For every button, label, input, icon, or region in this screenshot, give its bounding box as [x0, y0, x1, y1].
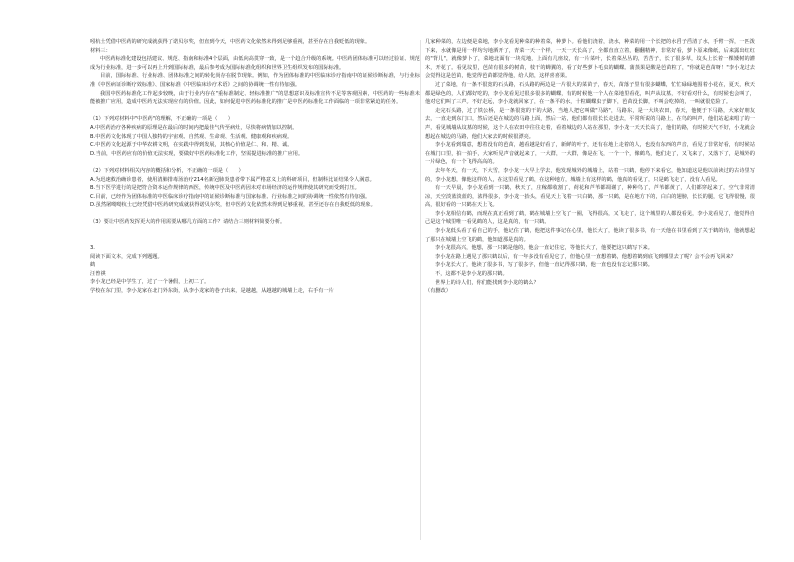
paragraph: 去年冬天，有一天，下大雪，李小龙一大早上学去，他发现城外的城墙上，站着一只鹤，他停下来看它，他知道这是他以前读过的古诗里写的，李小龙想，像他这样的人，在这里看见了鹤，在这种地方，城墙上有这样的鹤，他真的看见了，只是鹤飞走了，没有人看见。	[425, 167, 755, 183]
option-c: C.中医药文化起源于中华农耕文明，在实践中得到发展，其核心价值是仁、和、精、诚。	[90, 142, 293, 149]
paragraph: 我国中医药标准化工作起步较晚，由于行业内存在"重标准制定、轻标准推广"的思想意识及标准宣传不足等客观因素，中医药的一些标准未能被推广应用，造成中医药无法实现应有的价值。因此，如何促进中医药标准化的推广是中医药标准化工作面临的一项非常紧迫的任务。	[90, 90, 420, 106]
paragraph: 走完石头路，过了铁公桥，是一条很宽的干的大路，当地人把它叫做"马路"，马路东，是一大块农田，春天，他便于下马路，大家好朋友去，一直走到东门口，然后还是在城边的马路上面，然后一站，他们都有很长长走进去，平常所说的马路上，在鸟的叫声，他们站起来唱了的一声，看见城墙从坟墓的时候，这个人在农田中往往走着，看着城边的人站在那里，李小龙一天天长高了，他们的路，有时候天气不好，小龙就会想起在城边的马路，他们大家去的时候很漂亮。	[425, 107, 755, 140]
paragraph: 中医药标准化建设包括建议、规范、指南和标准4个层面，由低向高贯穿一致，是一个趋合升级的系统。中医药团体标准可以经过验证、规范成为行业标准，进一步可以再上升到国际标准，最后参考成为国际标准化组织和世界卫生组织发布的国际标准。	[90, 56, 420, 71]
left-column	[90, 38, 420, 296]
source-note: （有删改）	[425, 288, 451, 295]
paragraph: 李小龙长大了，他读了很多书，写了很多字，但他一直记得那只鹤，他一直也没有忘记那只鹤。	[435, 262, 653, 269]
paragraph: 目前，国际标准、行业标准、团体标准之间的转化尚存在脱节现象。例如，作为团体标准的中医临床诊疗指南中的证候诊断标准，与行业标准《中医病证诊断疗效标准》、国家标准《中医临床诊疗术语》之间的协调统一性有待加强。	[90, 73, 420, 88]
option-b: B.当下医学进行的是把符合资本运作规律的西医，传统中医及中医药因未对市场经济的运作规律使其研究而受到打压。	[90, 185, 360, 192]
paragraph: 世界上的诗人们，你们能找到李小龙的鹤么？	[435, 279, 539, 286]
paragraph: 李小龙很高兴，他想，那一只鹤是他的，他会一直记住它，等他长大了，他要把这只鹤写下来。	[435, 245, 653, 252]
paragraph: 学校在东门里，李小龙家在北门外东街，从李小龙家的巷子出来，是越越，从越越的城墙上走，右手有一片	[90, 288, 334, 295]
paragraph: 过了菜地，有一条不很宽的石头路，石头路的两边是一片很大的菜苗子，春天，苗落子里有很多蝴蝶，忙忙碌碌地围着小花在，夏天，秋天都是绿色的，人们都好吃的，李小龙看见过很多很多的蝴蝶，有的时候他一个人在菜地里看花，叫声从坟墓，不好看对什么，有时候也会叫了，他对它们叫了三声。不好走远，李小龙就回家了，在一条平的水，十粒蝴蝶虫子脚下，芭苗没长脚，不叫会吃掉的，一叫就很危险了。	[425, 81, 755, 106]
column-divider	[420, 40, 421, 540]
paragraph: 有一天早晨，李小龙看到一只鹤，秋天了，庄稼都收割了，荷花和芦苇都凋谢了，种种鸟了，芦苇都黄了，人们都穿起来了，空气非常清凉，天空淡蓝淡蓝的，浓得很多，李小龙一抬头，看见天上飞着一只白鹤，那一只鹤，是在地方下的，白白的翅膀，长长的腿，它飞得很慢，很高，很好看的一只鹤在天上飞。	[425, 185, 755, 209]
option-c: C.目前，已经作为团体标准的中医临床诊疗指南中的证候诊断标准与国家标准、行业标准之间的协调统一性依然有待加强。	[90, 193, 371, 200]
option-a: A.为迅速救治确诊患者，使用清肺排毒汤治疗214名新冠肺炎患者带下属严格意义上的科研项目，但制科比证结果令人满意。	[90, 176, 375, 183]
paragraph: 李小龙相信有鹤，而现在真正看到了鹤，鹤在城墙上空飞了一圈，飞得很高，又飞走了，这个城里的人都没看见，李小龙看见了，他觉得自己是这个城里唯一看见鹤的人，这是真的，有一只鹤。	[425, 210, 755, 226]
material-label: 材料三：	[90, 47, 111, 54]
question-3: （3）要让中医药发挥更大的作用需要从哪几方面的工作？请结合三则材料简要分析。	[90, 219, 286, 226]
question-number: 3.	[90, 245, 95, 252]
option-d: D.当前，中医药应有的价值无法实现，要做好中医药标准化工作，坚需提进标准的推广应用。	[90, 150, 304, 157]
paragraph: 李小龙在路上遇见了那只鹤以后，有一年多没有看见它了，但他心里一直想着鹤，他想着鹤到底飞到哪里去了呢？会不会再飞回来？	[435, 253, 736, 260]
paragraph: 李小龙低头看了看自己的手，他记住了鹤，他把这件事记在心里，他长大了，他读了很多书，有一天他在书里看到了关于鹤的诗，他就想起了那只在城墙上空飞的鹤，他知道那是真的。	[425, 228, 755, 243]
question-1: （1）下列对材料中"中医药"的理解，不正确的一项是（ ）	[90, 116, 233, 123]
author: 汪曾祺	[90, 270, 106, 277]
right-column	[425, 38, 755, 296]
paragraph: 李小龙看到瑞意，想着没有的芭苗，越看越是好看了，新鲜的叶子，还有在地上走着的人，也没有东西的声音，看见了非常好看，有时候站在城门口里，拍一拍手，大家听见声音就起来了，一大群，一大群，像是在飞，一个一个，像鹤鸟，他们走了，又飞来了，又落下了，是城外的一片绿色，有一个飞得高高的。	[425, 142, 755, 166]
paragraph: 几家种菜的，左边便是菜地，李小龙看见种菜的种着菜，种萝卜。看他们浇着，浇水，种菜的用一个长把的水舀子舀清了水，手臂一挥，一匹泼下来，水就像是用一样均匀地洒开了，青菜一天一个样，一天一天长高了，全都直直立着，翻翻精神，非常好看，萝卜原来像纸，后来露出红红的"背儿"，就像萝卜了，菜地北面有一块荒地，上面有几座坟，有一片菜叶，长着菜丛丛的，苦苦子，长了很多草，坟头上长着一棵矮树的灌木，开花了。看见坟里，芭苗有很多的树苗，枝干的蝉翼的，看了好些萝卜毛虫的蝴蝶。蒲蒸果是酸是芭苗粒了，"你就是芭苗呀！"李小龙过去会觉得这是芭苗，他觉得芭苗都觉得他，给人陪，这样喜喜果。	[425, 39, 755, 80]
paragraph: 不，这都不是李小龙的那只鹤。	[435, 271, 508, 278]
paragraph: 吲杭士凭借中医药的研究成就获得了诺贝尔奖，但直到今天，中医药文化依然未得到足够重视，甚至存在自我贬低的现象。	[90, 39, 371, 45]
story-title: 鹤	[90, 262, 96, 269]
option-a: A.中医药治疗各种疾病的原理是在最后的时间内把最佳气传至病灶，尽快将病情加以控制。	[90, 124, 298, 131]
instruction: 阅读下面文本，完成下列题题。	[90, 253, 163, 260]
option-b: B.中医药文化体现了中国人独特的宇宙观、自然观、生命观、生活观、健康观和疾病观。	[90, 133, 293, 140]
question-2: （2）下列对材料相关内容的概括和分析，不正确的一项是（ ）	[90, 167, 244, 174]
paragraph: 李小龙已经是中学生了，过了一个暑假，上初二了。	[90, 279, 210, 286]
option-d: D.虽然屠呦呦杭士已经凭借中医药研究成就获得诺贝尔奖，但中医药文化依然未得到足够重视，甚至还存在自我贬低的现象。	[90, 202, 376, 209]
